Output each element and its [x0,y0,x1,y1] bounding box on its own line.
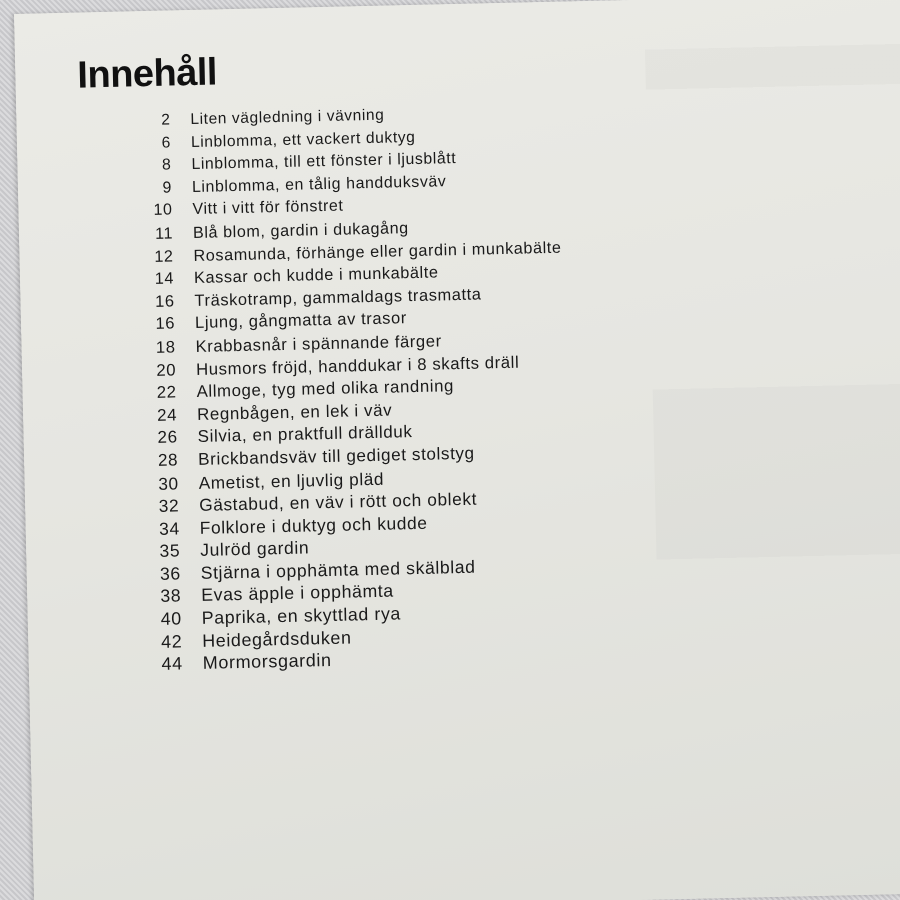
toc-page-number: 40 [160,608,182,629]
toc-entry-title: Liten vägledning i vävning [190,106,385,129]
toc-entry-title: Ljung, gångmatta av trasor [194,309,408,333]
toc-page-number: 9 [162,179,173,197]
toc-entry-title: Mormorsgardin [202,650,332,674]
toc-entry-title: Linblomma, ett vackert duktyg [190,128,416,151]
book-page [14,0,900,900]
toc-page-number: 22 [156,382,177,402]
table-of-contents [136,103,571,677]
toc-entry-title: Paprika, en skyttlad rya [201,603,402,628]
toc-entry-title: Regnbågen, en lek i väv [196,400,393,424]
toc-page-number: 14 [154,269,175,289]
toc-page-number: 11 [154,224,174,243]
toc-entry-title: Kassar och kudde i munkabälte [193,263,439,288]
toc-entry-title: Linblomma, till ett fönster i ljusblått [191,150,457,174]
toc-entry-title: Brickbandsväv till gediget stolstyg [197,443,475,469]
toc-page-number: 26 [157,427,178,448]
toc-entry-title: Linblomma, en tålig handduksväv [191,173,447,196]
toc-entry-title: Silvia, en praktfull drällduk [197,422,413,447]
toc-page-number: 16 [154,292,175,311]
toc-entry-title: Evas äpple i opphämta [201,581,394,606]
toc-entry-title: Allmoge, tyg med olika randning [196,376,455,402]
toc-page-number: 8 [161,156,172,174]
toc-entry-title: Heidegårdsduken [202,627,352,651]
toc-entry-title: Vitt i vitt för fönstret [192,197,344,219]
toc-entry-title: Träskotramp, gammaldags trasmatta [194,285,482,310]
toc-page-number: 18 [155,337,176,357]
toc-page-number: 34 [158,518,180,539]
toc-entry-title: Ametist, en ljuvlig pläd [198,468,385,493]
toc-page-number: 38 [160,585,182,607]
toc-page-number: 42 [160,631,183,652]
toc-page-number: 30 [158,472,179,494]
toc-entry-title: Folklore i duktyg och kudde [199,512,428,538]
toc-entry-title: Stjärna i opphämta med skälblad [200,556,476,583]
toc-page-number: 10 [153,201,173,220]
toc-page-number: 32 [158,495,180,516]
toc-entry-title: Blå blom, gardin i dukagång [192,219,409,242]
toc-page-number: 16 [155,314,176,334]
toc-page-number: 36 [159,563,181,584]
toc-entry-title: Gästabud, en väv i rött och oblekt [198,488,478,516]
toc-page-number: 12 [154,247,174,266]
toc-page-number: 20 [156,359,177,380]
toc-entry-title: Julröd gardin [199,537,310,561]
toc-entry-title: Krabbasnår i spännande färger [195,331,442,356]
bleed-through-shading [644,0,900,899]
toc-entry-title: Husmors fröjd, handdukar i 8 skafts dräll [195,352,520,379]
toc-page-number: 35 [159,540,181,562]
page-title: Innehåll [76,51,218,97]
toc-entry-title: Rosamunda, förhänge eller gardin i munkabälte [193,238,562,265]
toc-page-number: 2 [161,111,171,129]
toc-page-number: 28 [157,450,179,470]
toc-page-number: 44 [161,653,184,675]
toc-page-number: 24 [156,405,178,425]
toc-page-number: 6 [161,134,172,152]
